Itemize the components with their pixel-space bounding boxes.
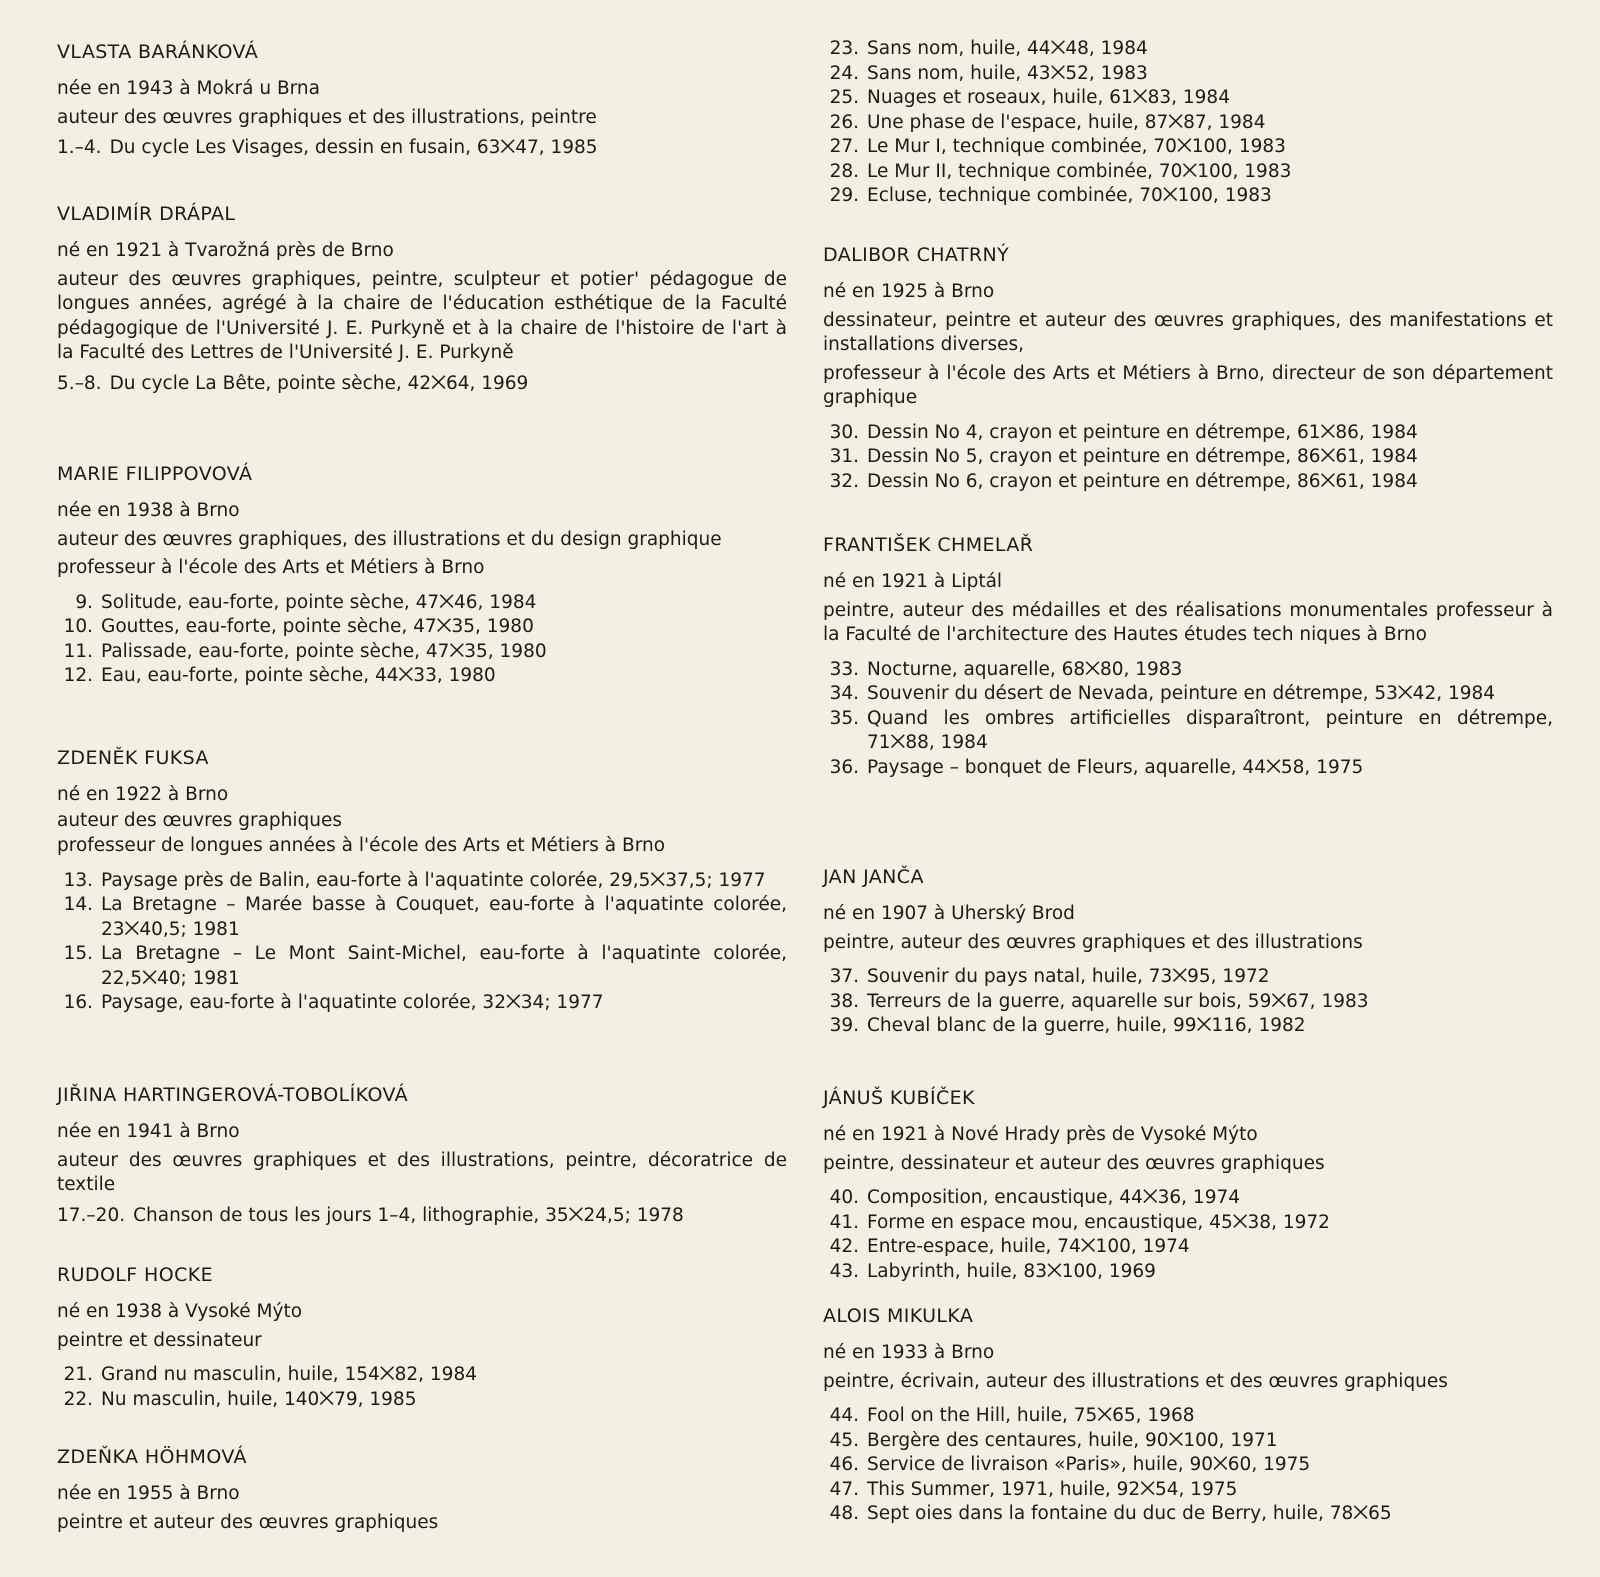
work-number: 48.: [829, 1503, 859, 1524]
artist-entry: [57, 1083, 787, 1228]
work-number: 36.: [829, 756, 859, 778]
work-item: [823, 1186, 1553, 1211]
work-number: 34.: [829, 683, 859, 704]
work-item: [823, 1260, 1553, 1285]
work-number: 37.: [829, 966, 859, 987]
works-list: [57, 869, 787, 1016]
work-text: Souvenir du désert de Nevada, peinture en détrempe, 53⨉42, 1984: [867, 683, 1496, 704]
work-item: [57, 1363, 787, 1388]
works-list: [823, 965, 1553, 1039]
work-number: 26.: [829, 111, 859, 133]
artist-name: JÁNUŠ KUBÍČEK: [823, 1087, 975, 1109]
artist-name: VLADIMÍR DRÁPAL: [57, 203, 236, 225]
artist-birth: né en 1938 à Vysoké Mýto: [57, 1301, 303, 1322]
work-text: Terreurs de la guerre, aquarelle sur bois, 59⨉67, 1983: [867, 990, 1369, 1012]
work-item: [823, 1404, 1553, 1429]
work-text: Paysage, eau-forte à l'aquatinte colorée, 32⨉34; 1977: [101, 992, 604, 1013]
artist-entry: [823, 533, 1553, 780]
artist-birth: né en 1921 à Liptál: [823, 571, 1003, 592]
work-number: 13.: [63, 869, 93, 891]
artist-name: MARIE FILIPPOVOVÁ: [57, 463, 253, 485]
work-number: 42.: [829, 1236, 859, 1257]
work-text: Entre-espace, huile, 74⨉100, 1974: [867, 1236, 1190, 1257]
works-list: [57, 1204, 787, 1229]
work-text: Cheval blanc de la guerre, huile, 99⨉116, 1982: [867, 1015, 1306, 1036]
artist-birth: né en 1922 à Brno: [57, 784, 229, 805]
work-item: [823, 990, 1553, 1015]
work-number: 29.: [829, 185, 859, 206]
work-number: 16.: [63, 992, 93, 1013]
work-item: [823, 658, 1553, 683]
work-item: [57, 1388, 787, 1413]
work-item: [823, 135, 1553, 160]
work-item: [823, 445, 1553, 470]
work-item: [823, 470, 1553, 495]
work-item: [823, 707, 1553, 756]
work-text: Une phase de l'espace, huile, 87⨉87, 1984: [867, 111, 1266, 133]
artist-description: auteur des œuvres graphiques: [57, 809, 343, 831]
artist-name: DALIBOR CHATRNÝ: [823, 244, 1010, 266]
work-text: Dessin No 4, crayon et peinture en détrempe, 61⨉86, 1984: [867, 421, 1418, 443]
work-number: 12.: [63, 665, 93, 686]
work-item: [57, 1204, 787, 1229]
work-number: 27.: [829, 136, 859, 157]
work-item: [823, 965, 1553, 990]
work-item: [57, 942, 787, 991]
artist-name: ZDEŇKA HÖHMOVÁ: [57, 1446, 247, 1468]
work-number: 40.: [829, 1187, 859, 1208]
artist-birth: née en 1938 à Brno: [57, 500, 240, 521]
artist-description: peintre, écrivain, auteur des illustrations et des œuvres graphiques: [823, 1370, 1448, 1392]
work-number: 24.: [829, 62, 859, 84]
work-item: [823, 1014, 1553, 1039]
work-text: Nuages et roseaux, huile, 61⨉83, 1984: [867, 87, 1230, 108]
artist-birth: né en 1921 à Tvarožná près de Brno: [57, 240, 394, 261]
work-number: 28.: [829, 160, 859, 182]
artist-birth: née en 1955 à Brno: [57, 1483, 240, 1504]
work-number: 23.: [829, 38, 859, 59]
artist-entry: [57, 1445, 787, 1539]
artist-description: peintre et dessinateur: [57, 1329, 262, 1351]
work-text: La Bretagne – Le Mont Saint-Michel, eau-forte à l'aquatinte colorée, 22,5⨉40; 1981: [101, 943, 787, 989]
artist-name: JAN JANČA: [823, 866, 924, 888]
artist-birth: née en 1943 à Mokrá u Brna: [57, 78, 320, 99]
artist-birth: né en 1907 à Uherský Brod: [823, 903, 1075, 924]
work-text: Dessin No 5, crayon et peinture en détrempe, 86⨉61, 1984: [867, 446, 1418, 467]
work-number: 21.: [63, 1364, 93, 1385]
work-item: [823, 62, 1553, 87]
work-number: 15.: [63, 943, 93, 964]
artist-entry: [823, 865, 1553, 1039]
work-item: [57, 991, 787, 1016]
work-text: Palissade, eau-forte, pointe sèche, 47⨉35, 1980: [101, 640, 547, 662]
continued-works: [823, 37, 1553, 209]
artist-entry: [57, 1263, 787, 1412]
work-number: 17.–20.: [57, 1204, 126, 1226]
work-number: 33.: [829, 658, 859, 680]
artist-description: auteur des œuvres graphiques, peintre, sculpteur et potier' pédagogue de longues années, agrégé à la chaire de l'éducation esthétique de la Faculté pédagogique de l'Université J. E. Purkyně et à la chaire de l'histoire de l'art à la Faculté des Lettres de l'Université J. E. Purkyně: [57, 268, 787, 363]
work-item: [823, 1235, 1553, 1260]
work-text: Sept oies dans la fontaine du duc de Berry, huile, 78⨉65: [867, 1503, 1392, 1524]
work-item: [57, 640, 787, 665]
artist-name: ALOIS MIKULKA: [823, 1305, 974, 1327]
work-item: [823, 1429, 1553, 1454]
artist-description: peintre, dessinateur et auteur des œuvres graphiques: [823, 1152, 1325, 1174]
work-text: Grand nu masculin, huile, 154⨉82, 1984: [101, 1364, 477, 1385]
work-text: Nu masculin, huile, 140⨉79, 1985: [101, 1388, 417, 1410]
artist-entry: [57, 746, 787, 1016]
work-text: Gouttes, eau-forte, pointe sèche, 47⨉35, 1980: [101, 616, 534, 637]
works-list: [57, 1363, 787, 1412]
work-item: [823, 1453, 1553, 1478]
work-number: 32.: [829, 470, 859, 492]
work-text: Bergère des centaures, huile, 90⨉100, 1971: [867, 1429, 1278, 1451]
artist-name: VLASTA BARÁNKOVÁ: [57, 41, 259, 63]
artist-position: professeur à l'école des Arts et Métiers à Brno, directeur de son département graphique: [823, 362, 1553, 408]
work-number: 31.: [829, 446, 859, 467]
work-number: 46.: [829, 1454, 859, 1475]
artist-description: auteur des œuvres graphiques et des illustrations, peintre, décoratrice de textile: [57, 1149, 787, 1195]
work-item: [823, 37, 1553, 62]
work-text: Paysage près de Balin, eau-forte à l'aquatinte colorée, 29,5⨉37,5; 1977: [101, 869, 766, 891]
artist-name: ZDENĚK FUKSA: [57, 747, 209, 769]
work-item: [823, 184, 1553, 209]
artist-entry: [57, 40, 787, 161]
work-text: Forme en espace mou, encaustique, 45⨉38, 1972: [867, 1211, 1330, 1233]
artist-entry: [823, 243, 1553, 494]
works-list: [823, 658, 1553, 781]
work-number: 45.: [829, 1429, 859, 1451]
artist-entry: [823, 1304, 1553, 1527]
work-item: [57, 372, 787, 397]
work-text: Du cycle Les Visages, dessin en fusain, 63⨉47, 1985: [109, 137, 598, 158]
artist-birth: né en 1921 à Nové Hrady près de Vysoké Mýto: [823, 1124, 1258, 1145]
work-item: [823, 111, 1553, 136]
work-item: [57, 136, 787, 161]
artist-position: professeur de longues années à l'école des Arts et Métiers à Brno: [57, 835, 666, 856]
artist-description: peintre, auteur des médailles et des réalisations monumentales professeur à la Faculté de l'architecture des Hautes études tech niques à Brno: [823, 599, 1553, 645]
work-number: 1.–4.: [57, 137, 102, 158]
work-number: 10.: [63, 616, 93, 637]
work-text: Nocturne, aquarelle, 68⨉80, 1983: [867, 658, 1183, 680]
work-item: [823, 1211, 1553, 1236]
work-text: Souvenir du pays natal, huile, 73⨉95, 1972: [867, 966, 1270, 987]
work-item: [823, 682, 1553, 707]
work-text: Composition, encaustique, 44⨉36, 1974: [867, 1187, 1241, 1208]
work-text: Fool on the Hill, huile, 75⨉65, 1968: [867, 1405, 1195, 1426]
work-item: [823, 1478, 1553, 1503]
artist-description: peintre et auteur des œuvres graphiques: [57, 1511, 439, 1533]
artist-position: professeur à l'école des Arts et Métiers à Brno: [57, 557, 485, 578]
work-number: 43.: [829, 1260, 859, 1282]
works-list: [823, 1186, 1553, 1284]
work-text: Sans nom, huile, 44⨉48, 1984: [867, 38, 1148, 59]
work-item: [823, 421, 1553, 446]
artist-name: FRANTIŠEK CHMELAŘ: [823, 534, 1034, 556]
works-list: [57, 136, 787, 161]
work-text: Le Mur II, technique combinée, 70⨉100, 1983: [867, 160, 1292, 182]
artist-description: auteur des œuvres graphiques et des illustrations, peintre: [57, 106, 597, 128]
work-text: Quand les ombres artificielles disparaîtront, peinture en détrempe, 71⨉88, 1984: [867, 707, 1553, 753]
work-number: 35.: [829, 707, 859, 729]
work-item: [57, 591, 787, 616]
work-number: 38.: [829, 990, 859, 1012]
works-list: [57, 591, 787, 689]
work-text: Service de livraison «Paris», huile, 90⨉60, 1975: [867, 1454, 1311, 1475]
work-number: 25.: [829, 87, 859, 108]
artist-entry: [57, 202, 787, 396]
work-number: 47.: [829, 1478, 859, 1500]
artist-name: JIŘINA HARTINGEROVÁ-TOBOLÍKOVÁ: [57, 1084, 409, 1106]
artist-entry: [823, 1086, 1553, 1284]
work-text: Sans nom, huile, 43⨉52, 1983: [867, 62, 1148, 84]
works-list: [823, 1404, 1553, 1527]
work-item: [823, 160, 1553, 185]
works-list: [823, 421, 1553, 495]
work-number: 30.: [829, 421, 859, 443]
work-item: [57, 869, 787, 894]
works-list: [57, 372, 787, 397]
work-number: 11.: [63, 640, 93, 662]
work-text: Du cycle La Bête, pointe sèche, 42⨉64, 1969: [109, 372, 529, 394]
work-item: [823, 1502, 1553, 1527]
artist-description: peintre, auteur des œuvres graphiques et des illustrations: [823, 931, 1363, 953]
work-text: This Summer, 1971, huile, 92⨉54, 1975: [867, 1478, 1238, 1500]
work-item: [57, 893, 787, 942]
work-item: [57, 664, 787, 689]
artist-entry: [57, 462, 787, 689]
work-text: Eau, eau-forte, pointe sèche, 44⨉33, 1980: [101, 665, 496, 686]
work-number: 14.: [63, 894, 93, 915]
artist-description: auteur des œuvres graphiques, des illustrations et du design graphique: [57, 528, 722, 550]
work-number: 39.: [829, 1015, 859, 1036]
work-number: 5.–8.: [57, 372, 102, 394]
artist-description: dessinateur, peintre et auteur des œuvres graphiques, des manifestations et installations diverses,: [823, 309, 1553, 355]
work-number: 22.: [63, 1388, 93, 1410]
artist-birth: née en 1941 à Brno: [57, 1121, 240, 1142]
works-list: [823, 37, 1553, 209]
work-text: Paysage – bonquet de Fleurs, aquarelle, 44⨉58, 1975: [867, 756, 1364, 778]
work-text: Labyrinth, huile, 83⨉100, 1969: [867, 1260, 1156, 1282]
work-text: La Bretagne – Marée basse à Couquet, eau-forte à l'aquatinte colorée, 23⨉40,5; 1981: [101, 894, 787, 940]
work-number: 9.: [75, 591, 93, 613]
work-text: Dessin No 6, crayon et peinture en détrempe, 86⨉61, 1984: [867, 470, 1418, 492]
work-item: [823, 86, 1553, 111]
work-item: [57, 615, 787, 640]
artist-birth: né en 1933 à Brno: [823, 1342, 995, 1363]
work-text: Le Mur I, technique combinée, 70⨉100, 1983: [867, 136, 1286, 157]
work-text: Solitude, eau-forte, pointe sèche, 47⨉46, 1984: [101, 591, 537, 613]
work-text: Chanson de tous les jours 1–4, lithographie, 35⨉24,5; 1978: [133, 1204, 684, 1226]
work-number: 44.: [829, 1405, 859, 1426]
work-number: 41.: [829, 1211, 859, 1233]
artist-name: RUDOLF HOCKE: [57, 1264, 214, 1286]
artist-birth: né en 1925 à Brno: [823, 281, 995, 302]
work-item: [823, 756, 1553, 781]
work-text: Ecluse, technique combinée, 70⨉100, 1983: [867, 185, 1272, 206]
